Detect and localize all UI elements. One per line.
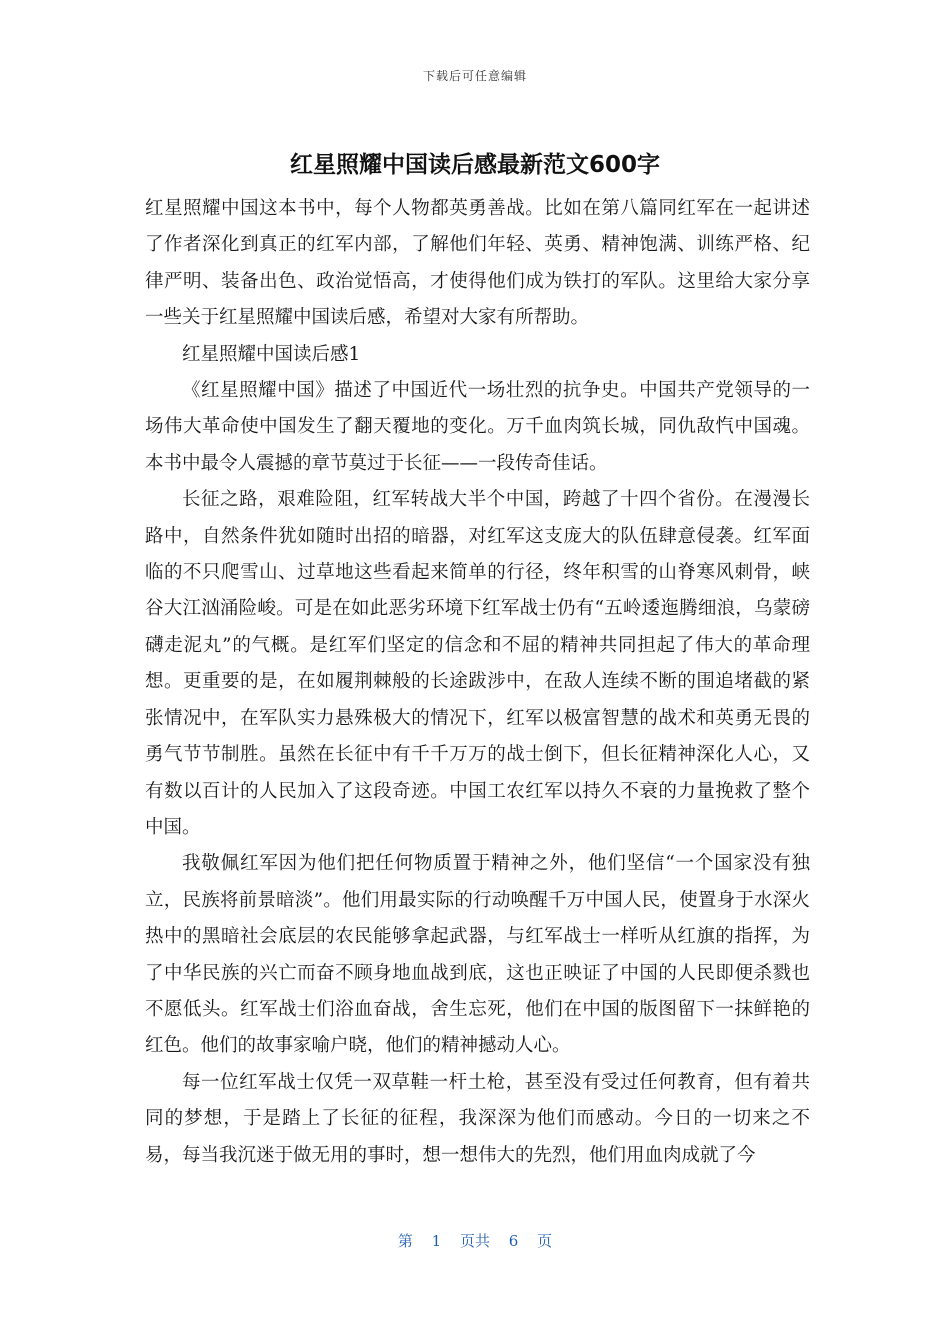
page-suffix: 页 xyxy=(537,1232,553,1250)
body-paragraph: 长征之路，艰难险阻，红军转战大半个中国，跨越了十四个省份。在漫漫长路中，自然条件犹如随时出招的暗器，对红军这支庞大的队伍肆意侵袭。红军面临的不只爬雪山、过草地这些看起来简单的行径，终年积雪的山脊寒风刺骨，峡谷大江汹涌险峻。可是在如此恶劣环境下红军战士仍有“五岭逶迤腾细浪，乌蒙磅礴走泥丸”的气概。是红军们坚定的信念和不屈的精神共同担起了伟大的革命理想。更重要的是，在如履荆棘般的长途跋涉中，在敌人连续不断的围追堵截的紧张情况中，在军队实力悬殊极大的情况下，红军以极富智慧的战术和英勇无畏的勇气节节制胜。虽然在长征中有千千万万的战士倒下，但长征精神深化人心，又有数以百计的人民加入了这段奇迹。中国工农红军以持久不衰的力量挽救了整个中国。 xyxy=(145,489,810,838)
page-header-note: 下载后可任意编辑 xyxy=(422,69,527,83)
page-middle: 页共 xyxy=(459,1232,490,1250)
body-paragraph: 《红星照耀中国》描述了中国近代一场壮烈的抗争史。中国共产党领导的一场伟大革命使中国发生了翻天覆地的变化。万千血肉筑长城，同仇敌忾中国魂。本书中最令人震撼的章节莫过于长征——一段传奇佳话。 xyxy=(145,380,810,474)
page-current: 1 xyxy=(431,1232,442,1250)
body-paragraph: 我敬佩红军因为他们把任何物质置于精神之外，他们坚信“一个国家没有独立，民族将前景暗淡”。他们用最实际的行动唤醒千万中国人民，使置身于水深火热中的黑暗社会底层的农民能够拿起武器，与红军战士一样听从红旗的指挥，为了中华民族的兴亡而奋不顾身地血战到底，这也正映证了中国的人民即便杀戮也不愿低头。红军战士们浴血奋战，舍生忘死，他们在中国的版图留下一抹鲜艳的红色。他们的故事家喻户晓，他们的精神撼动人心。 xyxy=(145,853,810,1057)
document-title: 红星照耀中国读后感最新范文600字 xyxy=(289,152,660,178)
document-body xyxy=(145,191,810,1174)
body-paragraph: 每一位红军战士仅凭一双草鞋一杆土枪，甚至没有受过任何教育，但有着共同的梦想，于是踏上了长征的征程，我深深为他们而感动。今日的一切来之不易，每当我沉迷于做无用的事时，想一想伟大的先烈，他们用血肉成就了今 xyxy=(145,1071,810,1166)
page-prefix: 第 xyxy=(397,1232,413,1250)
intro-paragraph: 红星照耀中国这本书中，每个人物都英勇善战。比如在第八篇同红军在一起讲述了作者深化到真正的红军内部，了解他们年轻、英勇、精神饱满、训练严格、纪律严明、装备出色、政治觉悟高，才使得他们成为铁打的军队。这里给大家分享一些关于红星照耀中国读后感，希望对大家有所帮助。 xyxy=(145,198,810,329)
page-total: 6 xyxy=(508,1232,519,1250)
section-heading: 红星照耀中国读后感1 xyxy=(182,343,361,365)
page-number-footer xyxy=(0,1230,950,1251)
